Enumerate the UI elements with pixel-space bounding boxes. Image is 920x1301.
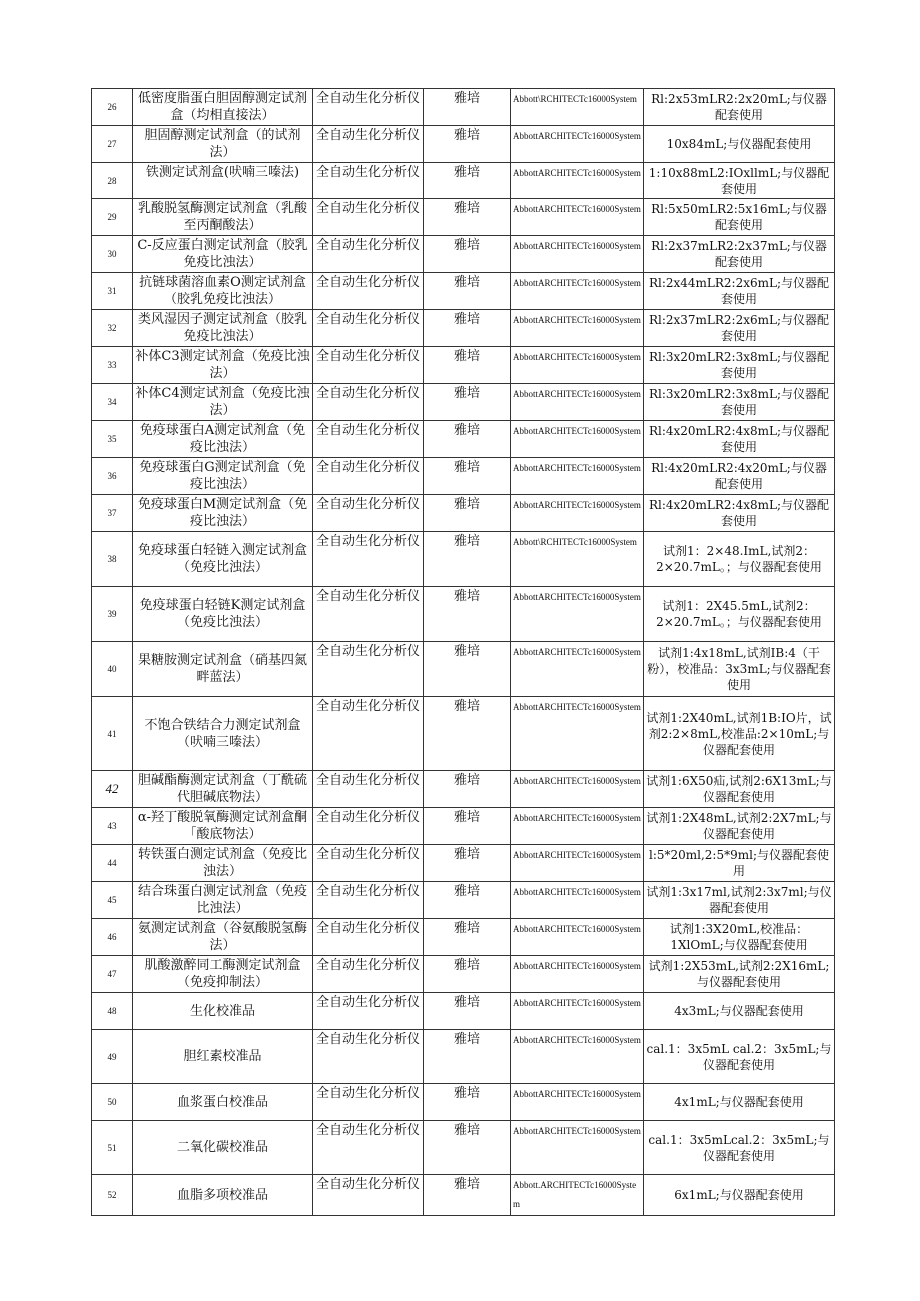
product-name: 免疫球蛋白轻链入测定试剂盒（免疫比浊法） <box>133 532 313 587</box>
specification: 试剂1:4x18mL,试剂IB:4（干粉），校准品：3x3mL;与仪器配套使用 <box>644 642 835 697</box>
device-name: 全自动生化分析仪 <box>313 808 424 845</box>
manufacturer: 雅培 <box>424 495 511 532</box>
model-name: AbbottARCHITECTc16000System <box>511 236 644 273</box>
table-row <box>92 771 835 808</box>
manufacturer: 雅培 <box>424 1084 511 1121</box>
table-row <box>92 1175 835 1216</box>
device-name: 全自动生化分析仪 <box>313 587 424 642</box>
table-row <box>92 347 835 384</box>
product-name: 血浆蛋白校准品 <box>133 1084 313 1121</box>
manufacturer: 雅培 <box>424 808 511 845</box>
row-number: 51 <box>92 1121 133 1175</box>
model-name: AbbottARCHITECTc16000System <box>511 697 644 771</box>
manufacturer: 雅培 <box>424 771 511 808</box>
specification: Rl:5x50mLR2:5x16mL;与仪器配套使用 <box>644 199 835 236</box>
specification: 试剂1:6X50疝,试剂2:6X13mL;与仪器配套使用 <box>644 771 835 808</box>
model-name: AbbottARCHITECTc16000System <box>511 1121 644 1175</box>
row-number: 35 <box>92 421 133 458</box>
row-number: 37 <box>92 495 133 532</box>
model-name: AbbottARCHITECTc16000System <box>511 1030 644 1084</box>
row-number: 52 <box>92 1175 133 1216</box>
row-number: 28 <box>92 163 133 199</box>
specification: 6x1mL;与仪器配套使用 <box>644 1175 835 1216</box>
model-name: AbbottARCHITECTc16000System <box>511 163 644 199</box>
reagent-table <box>91 88 835 1216</box>
model-name: Abbott\RCHITECTc16000System <box>511 89 644 126</box>
row-number: 34 <box>92 384 133 421</box>
device-name: 全自动生化分析仪 <box>313 882 424 919</box>
row-number: 47 <box>92 956 133 993</box>
product-name: 胆红素校准品 <box>133 1030 313 1084</box>
product-name: 不饱合铁结合力测定试剂盒（吠喃三嗪法） <box>133 697 313 771</box>
reagent-table-body <box>92 89 835 1216</box>
specification: cal.1：3x5mLcal.2：3x5mL;与仪器配套使用 <box>644 1121 835 1175</box>
row-number: 46 <box>92 919 133 956</box>
table-row <box>92 126 835 163</box>
product-name: 胆固醇测定试剂盒（的试剂法） <box>133 126 313 163</box>
model-name: AbbottARCHITECTc16000System <box>511 919 644 956</box>
model-name: AbbottARCHITECTc16000System <box>511 956 644 993</box>
row-number: 27 <box>92 126 133 163</box>
manufacturer: 雅培 <box>424 458 511 495</box>
model-name: AbbottARCHITECTc16000System <box>511 273 644 310</box>
specification: Rl:4x20mLR2:4x20mL;与仪器配套使用 <box>644 458 835 495</box>
specification: Rl:2x44mLR2:2x6mL;与仪器配套使用 <box>644 273 835 310</box>
product-name: 转铁蛋白测定试剂盒（免疫比浊法） <box>133 845 313 882</box>
specification: 试剂1：2X45.5mL,试剂2：2×20.7mL。；与仪器配套使用 <box>644 587 835 642</box>
model-name: AbbottARCHITECTc16000System <box>511 458 644 495</box>
table-row <box>92 642 835 697</box>
product-name: C-反应蛋白测定试剂盒（胶乳免疫比浊法） <box>133 236 313 273</box>
specification: Rl:2x37mLR2:2x6mL;与仪器配套使用 <box>644 310 835 347</box>
manufacturer: 雅培 <box>424 956 511 993</box>
product-name: 补体C3测定试剂盒（免疫比浊法） <box>133 347 313 384</box>
device-name: 全自动生化分析仪 <box>313 273 424 310</box>
product-name: 低密度脂蛋白胆固醇测定试剂盒（均相直接法） <box>133 89 313 126</box>
device-name: 全自动生化分析仪 <box>313 993 424 1030</box>
specification: Rl:2x53mLR2:2x20mL;与仪器配套使用 <box>644 89 835 126</box>
model-name: AbbottARCHITECTc16000System <box>511 384 644 421</box>
row-number: 40 <box>92 642 133 697</box>
product-name: 免疫球蛋白轻链K测定试剂盒（免疫比浊法） <box>133 587 313 642</box>
row-number: 49 <box>92 1030 133 1084</box>
device-name: 全自动生化分析仪 <box>313 126 424 163</box>
device-name: 全自动生化分析仪 <box>313 1084 424 1121</box>
specification: Rl:4x20mLR2:4x8mL;与仪器配套使用 <box>644 421 835 458</box>
model-name: AbbottARCHITECTc16000System <box>511 587 644 642</box>
specification: cal.1：3x5mL cal.2：3x5mL;与仪器配套使用 <box>644 1030 835 1084</box>
row-number: 44 <box>92 845 133 882</box>
table-row <box>92 384 835 421</box>
specification: 试剂1:2X48mL,试剂2:2X7mL;与仪器配套使用 <box>644 808 835 845</box>
specification: Rl:3x20mLR2:3x8mL;与仪器配套使用 <box>644 384 835 421</box>
model-name: Abbott\RCHITECTc16000System <box>511 532 644 587</box>
model-name: AbbottARCHITECTc16000System <box>511 310 644 347</box>
row-number: 32 <box>92 310 133 347</box>
manufacturer: 雅培 <box>424 993 511 1030</box>
device-name: 全自动生化分析仪 <box>313 310 424 347</box>
manufacturer: 雅培 <box>424 882 511 919</box>
model-name: AbbottARCHITECTc16000System <box>511 347 644 384</box>
specification: 试剂1:2X53mL,试剂2:2X16mL;与仪器配套使用 <box>644 956 835 993</box>
row-number: 26 <box>92 89 133 126</box>
device-name: 全自动生化分析仪 <box>313 1030 424 1084</box>
model-name: AbbottARCHITECTc16000System <box>511 808 644 845</box>
product-name: 补体C4测定试剂盒（免疫比浊法） <box>133 384 313 421</box>
row-number: 30 <box>92 236 133 273</box>
table-row <box>92 163 835 199</box>
manufacturer: 雅培 <box>424 421 511 458</box>
device-name: 全自动生化分析仪 <box>313 347 424 384</box>
product-name: 抗链球菌溶血素O测定试剂盒（胶乳免疫比浊法） <box>133 273 313 310</box>
specification: 4x1mL;与仪器配套使用 <box>644 1084 835 1121</box>
row-number: 41 <box>92 697 133 771</box>
manufacturer: 雅培 <box>424 163 511 199</box>
product-name: 肌酸激醉同工酶测定试剂盒（免疫抑制法） <box>133 956 313 993</box>
manufacturer: 雅培 <box>424 126 511 163</box>
model-name: AbbottARCHITECTc16000System <box>511 993 644 1030</box>
row-number: 42 <box>92 771 133 808</box>
table-row <box>92 845 835 882</box>
device-name: 全自动生化分析仪 <box>313 495 424 532</box>
product-name: 氨测定试剂盒（谷氨酸脱氢酶法） <box>133 919 313 956</box>
table-row <box>92 919 835 956</box>
product-name: 铁测定试剂盒(吠喃三嗪法) <box>133 163 313 199</box>
model-name: AbbottARCHITECTc16000System <box>511 642 644 697</box>
device-name: 全自动生化分析仪 <box>313 421 424 458</box>
manufacturer: 雅培 <box>424 236 511 273</box>
table-row <box>92 993 835 1030</box>
table-row <box>92 1121 835 1175</box>
device-name: 全自动生化分析仪 <box>313 919 424 956</box>
manufacturer: 雅培 <box>424 1175 511 1216</box>
table-row <box>92 882 835 919</box>
row-number: 29 <box>92 199 133 236</box>
manufacturer: 雅培 <box>424 347 511 384</box>
model-name: AbbottARCHITECTc16000System <box>511 126 644 163</box>
row-number: 50 <box>92 1084 133 1121</box>
product-name: 果糖胺测定试剂盒（硝基四氮畔蓝法） <box>133 642 313 697</box>
product-name: 类风湿因子测定试剂盒（胶乳免疫比浊法） <box>133 310 313 347</box>
manufacturer: 雅培 <box>424 587 511 642</box>
specification: Rl:4x20mLR2:4x8mL;与仪器配套使用 <box>644 495 835 532</box>
device-name: 全自动生化分析仪 <box>313 89 424 126</box>
table-row <box>92 532 835 587</box>
table-row <box>92 310 835 347</box>
product-name: 乳酸脱氢酶测定试剂盒（乳酸至丙酮酸法） <box>133 199 313 236</box>
product-name: 胆碱酯酶测定试剂盒（丁酰硫代胆碱底物法） <box>133 771 313 808</box>
row-number: 36 <box>92 458 133 495</box>
manufacturer: 雅培 <box>424 199 511 236</box>
row-number: 38 <box>92 532 133 587</box>
product-name: 二氧化碳校准品 <box>133 1121 313 1175</box>
device-name: 全自动生化分析仪 <box>313 236 424 273</box>
manufacturer: 雅培 <box>424 1030 511 1084</box>
manufacturer: 雅培 <box>424 642 511 697</box>
device-name: 全自动生化分析仪 <box>313 163 424 199</box>
product-name: 免疫球蛋白G测定试剂盒（免疫比浊法） <box>133 458 313 495</box>
model-name: AbbottARCHITECTc16000System <box>511 199 644 236</box>
manufacturer: 雅培 <box>424 1121 511 1175</box>
device-name: 全自动生化分析仪 <box>313 1175 424 1216</box>
device-name: 全自动生化分析仪 <box>313 771 424 808</box>
row-number: 33 <box>92 347 133 384</box>
product-name: α-羟丁酸脱氧酶测定试剂盒酮「酸底物法） <box>133 808 313 845</box>
model-name: AbbottARCHITECTc16000System <box>511 421 644 458</box>
model-name: AbbottARCHITECTc16000System <box>511 845 644 882</box>
specification: 10x84mL;与仪器配套使用 <box>644 126 835 163</box>
specification: 1:10x88mL2:IOxllmL;与仪器配套使用 <box>644 163 835 199</box>
row-number: 43 <box>92 808 133 845</box>
model-name: AbbottARCHITECTc16000System <box>511 1084 644 1121</box>
manufacturer: 雅培 <box>424 845 511 882</box>
manufacturer: 雅培 <box>424 697 511 771</box>
table-row <box>92 421 835 458</box>
manufacturer: 雅培 <box>424 532 511 587</box>
model-name: AbbottARCHITECTc16000System <box>511 771 644 808</box>
product-name: 生化校准品 <box>133 993 313 1030</box>
manufacturer: 雅培 <box>424 384 511 421</box>
row-number: 45 <box>92 882 133 919</box>
table-row <box>92 199 835 236</box>
device-name: 全自动生化分析仪 <box>313 1121 424 1175</box>
device-name: 全自动生化分析仪 <box>313 956 424 993</box>
device-name: 全自动生化分析仪 <box>313 384 424 421</box>
specification: 4x3mL;与仪器配套使用 <box>644 993 835 1030</box>
row-number: 39 <box>92 587 133 642</box>
model-name: AbbottARCHITECTc16000System <box>511 882 644 919</box>
specification: Rl:3x20mLR2:3x8mL;与仪器配套使用 <box>644 347 835 384</box>
product-name: 结合珠蛋白测定试剂盒（免疫比浊法） <box>133 882 313 919</box>
table-row <box>92 1030 835 1084</box>
row-number: 48 <box>92 993 133 1030</box>
table-row <box>92 1084 835 1121</box>
table-row <box>92 458 835 495</box>
device-name: 全自动生化分析仪 <box>313 642 424 697</box>
model-name: AbbottARCHITECTc16000System <box>511 495 644 532</box>
manufacturer: 雅培 <box>424 310 511 347</box>
table-row <box>92 956 835 993</box>
table-row <box>92 236 835 273</box>
table-row <box>92 587 835 642</box>
specification: 试剂1：2×48.ImL,试剂2：2×20.7mL。；与仪器配套使用 <box>644 532 835 587</box>
table-row <box>92 273 835 310</box>
specification: 试剂1:3X20mL,校准品：1XlOmL;与仪器配套使用 <box>644 919 835 956</box>
specification: 试剂1:2X40mL,试剂1B:IO片，试剂2:2×8mL,校准品:2×10mL;与仪器配套使用 <box>644 697 835 771</box>
device-name: 全自动生化分析仪 <box>313 845 424 882</box>
specification: l:5*20ml,2:5*9ml;与仪器配套使用 <box>644 845 835 882</box>
specification: Rl:2x37mLR2:2x37mL;与仪器配套使用 <box>644 236 835 273</box>
table-row <box>92 89 835 126</box>
table-row <box>92 808 835 845</box>
model-name: Abbott.ARCHITECTc16000System <box>511 1175 644 1216</box>
manufacturer: 雅培 <box>424 919 511 956</box>
product-name: 免疫球蛋白A测定试剂盒（免疫比浊法） <box>133 421 313 458</box>
manufacturer: 雅培 <box>424 273 511 310</box>
manufacturer: 雅培 <box>424 89 511 126</box>
table-row <box>92 495 835 532</box>
row-number: 31 <box>92 273 133 310</box>
product-name: 免疫球蛋白M测定试剂盒（免疫比浊法） <box>133 495 313 532</box>
product-name: 血脂多项校准品 <box>133 1175 313 1216</box>
device-name: 全自动生化分析仪 <box>313 697 424 771</box>
device-name: 全自动生化分析仪 <box>313 458 424 495</box>
device-name: 全自动生化分析仪 <box>313 532 424 587</box>
table-row <box>92 697 835 771</box>
specification: 试剂1:3x17ml,试剂2:3x7ml;与仪器配套使用 <box>644 882 835 919</box>
device-name: 全自动生化分析仪 <box>313 199 424 236</box>
